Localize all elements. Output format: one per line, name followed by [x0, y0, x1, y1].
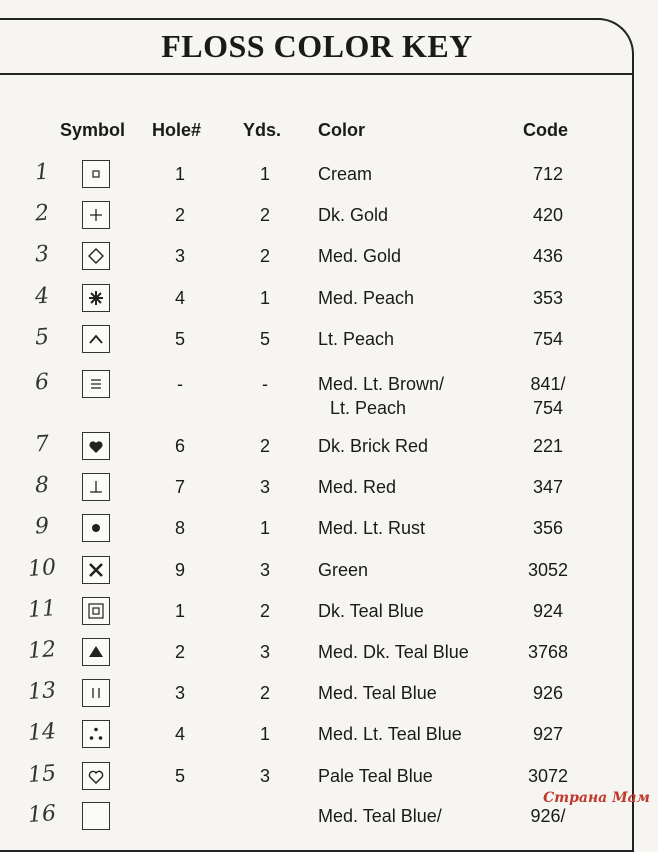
floss-code — [518, 599, 578, 623]
yards — [245, 162, 285, 186]
table-row — [0, 677, 658, 717]
header-symbol: Symbol — [60, 120, 126, 140]
hole-number — [160, 203, 200, 227]
hole-number-line: 4 — [174, 724, 185, 744]
header-yds: Yds. — [243, 120, 282, 140]
floss-code — [518, 804, 578, 828]
small-square-symbol-icon — [82, 160, 110, 188]
color-name-line: Med. Lt. Rust — [318, 518, 426, 538]
table-row — [0, 595, 658, 635]
color-name — [318, 558, 508, 582]
asterisk-symbol-icon — [82, 284, 110, 312]
floss-code — [518, 162, 578, 186]
row-number: 8 — [34, 472, 50, 499]
hole-number-line: 7 — [174, 477, 185, 497]
color-name — [318, 286, 508, 310]
row-number: 5 — [34, 324, 50, 351]
floss-code — [518, 372, 578, 420]
hole-number — [160, 372, 200, 396]
title-rule — [0, 73, 634, 75]
watermark: Страна Мам — [543, 790, 650, 806]
row-number: 12 — [27, 637, 57, 664]
hole-number — [160, 475, 200, 499]
yards — [245, 475, 285, 499]
floss-code — [518, 764, 578, 788]
color-name-line: Med. Red — [318, 477, 397, 497]
yards — [245, 434, 285, 458]
row-number: 3 — [34, 241, 50, 268]
yards-line: 1 — [259, 288, 270, 308]
yards-line: 2 — [259, 436, 270, 456]
floss-code-line-2: 754 — [532, 398, 564, 418]
color-name — [318, 681, 508, 705]
yards-line: 1 — [259, 164, 270, 184]
x-symbol-icon — [82, 556, 110, 584]
color-name — [318, 640, 508, 664]
floss-code — [518, 286, 578, 310]
blank-symbol-icon — [82, 802, 110, 830]
floss-code-line: 420 — [532, 205, 564, 225]
color-name — [318, 372, 508, 420]
hole-number — [160, 681, 200, 705]
yards-line: 3 — [259, 560, 270, 580]
dot-symbol-icon — [82, 514, 110, 542]
floss-code-line: 436 — [532, 246, 564, 266]
yards-line: 2 — [259, 683, 270, 703]
page-title: FLOSS COLOR KEY — [161, 28, 473, 64]
floss-code-line: 927 — [532, 724, 564, 744]
floss-code-line: 347 — [532, 477, 564, 497]
table-row — [0, 800, 658, 840]
color-name-line: Med. Lt. Brown/ — [318, 374, 445, 394]
yards-line: 5 — [259, 329, 270, 349]
yards — [245, 372, 285, 396]
color-name-line: Med. Peach — [318, 288, 415, 308]
hole-number — [160, 327, 200, 351]
yards — [245, 599, 285, 623]
floss-code-line: 356 — [532, 518, 564, 538]
table-row — [0, 199, 658, 239]
color-name-line: Med. Lt. Teal Blue — [318, 724, 462, 744]
color-name — [318, 722, 508, 746]
floss-code-line: 926 — [532, 683, 564, 703]
double-bar-symbol-icon — [82, 679, 110, 707]
color-name-line: Med. Dk. Teal Blue — [318, 642, 469, 662]
triangle-symbol-icon — [82, 638, 110, 666]
table-row — [0, 368, 658, 418]
plus-symbol-icon — [82, 201, 110, 229]
yards-line: 1 — [259, 724, 270, 744]
floss-code-line: 841/ — [530, 374, 566, 394]
table-row — [0, 282, 658, 322]
row-number: 1 — [34, 159, 50, 186]
color-name-line: Dk. Brick Red — [318, 436, 429, 456]
yards-line: 3 — [259, 766, 270, 786]
hole-number — [160, 516, 200, 540]
nested-square-symbol-icon — [82, 597, 110, 625]
hole-number-line: 4 — [174, 288, 185, 308]
floss-code — [518, 475, 578, 499]
yards — [245, 203, 285, 227]
floss-code-line: 926/ — [530, 806, 566, 826]
color-name-line-2: Lt. Peach — [330, 398, 407, 418]
table-row — [0, 718, 658, 758]
color-name-line: Lt. Peach — [318, 329, 395, 349]
color-name-line: Dk. Gold — [318, 205, 389, 225]
color-name-line: Cream — [318, 164, 373, 184]
table-row — [0, 636, 658, 676]
yards — [245, 516, 285, 540]
floss-code-line: 754 — [532, 329, 564, 349]
yards — [245, 286, 285, 310]
header-code: Code — [523, 120, 568, 140]
color-name-line: Med. Teal Blue/ — [318, 806, 442, 826]
floss-code-line: 3072 — [527, 766, 569, 786]
floss-code-line: 712 — [532, 164, 564, 184]
floss-code — [518, 558, 578, 582]
hole-number-line: 5 — [174, 329, 185, 349]
floss-code-line: 353 — [532, 288, 564, 308]
hole-number — [160, 722, 200, 746]
hole-number-line: 5 — [174, 766, 185, 786]
hole-number-line: 6 — [174, 436, 185, 456]
row-number: 11 — [27, 596, 57, 623]
table-row — [0, 240, 658, 280]
header-hole: Hole# — [152, 120, 202, 140]
yards — [245, 327, 285, 351]
yards — [245, 244, 285, 268]
floss-code-line: 221 — [532, 436, 564, 456]
color-name — [318, 804, 508, 828]
table-row — [0, 471, 658, 511]
row-number: 13 — [27, 678, 57, 705]
hole-number — [160, 558, 200, 582]
heart-filled-symbol-icon — [82, 432, 110, 460]
color-name — [318, 162, 508, 186]
floss-code — [518, 434, 578, 458]
hole-number-line: 1 — [174, 601, 185, 621]
yards-line: 3 — [259, 642, 270, 662]
floss-code-line: 3768 — [527, 642, 569, 662]
hole-number — [160, 286, 200, 310]
hole-number-line: 2 — [174, 205, 185, 225]
hole-number-line: 3 — [174, 246, 185, 266]
table-row — [0, 158, 658, 198]
yards-line: 1 — [259, 518, 270, 538]
header-color: Color — [318, 120, 365, 140]
hole-number-line: 2 — [174, 642, 185, 662]
color-name-line: Med. Teal Blue — [318, 683, 437, 703]
yards-line: 3 — [259, 477, 270, 497]
color-name — [318, 244, 508, 268]
color-name — [318, 599, 508, 623]
row-number: 9 — [34, 513, 50, 540]
heart-outline-symbol-icon — [82, 762, 110, 790]
table-row — [0, 323, 658, 363]
diamond-symbol-icon — [82, 242, 110, 270]
hole-number — [160, 162, 200, 186]
floss-code-line: 3052 — [527, 560, 569, 580]
floss-code — [518, 516, 578, 540]
color-name — [318, 434, 508, 458]
row-number: 7 — [34, 431, 50, 458]
row-number: 10 — [27, 555, 57, 582]
hole-number-line: 9 — [174, 560, 185, 580]
yards — [245, 681, 285, 705]
color-name — [318, 475, 508, 499]
caret-symbol-icon — [82, 325, 110, 353]
hole-number — [160, 640, 200, 664]
color-name-line: Med. Gold — [318, 246, 402, 266]
table-row — [0, 512, 658, 552]
table-row — [0, 430, 658, 470]
hole-number-line: 3 — [174, 683, 185, 703]
hole-number — [160, 764, 200, 788]
row-number: 6 — [34, 369, 50, 396]
yards-line: 2 — [259, 601, 270, 621]
hole-number-line: 8 — [174, 518, 185, 538]
floss-code — [518, 203, 578, 227]
yards — [245, 640, 285, 664]
row-number: 4 — [34, 283, 50, 310]
row-number: 2 — [34, 200, 50, 227]
hole-number-line: - — [177, 374, 183, 394]
floss-code — [518, 681, 578, 705]
color-name — [318, 203, 508, 227]
yards-line: 2 — [259, 205, 270, 225]
yards — [245, 764, 285, 788]
therefore-symbol-icon — [82, 720, 110, 748]
floss-code-line: 924 — [532, 601, 564, 621]
up-tack-symbol-icon — [82, 473, 110, 501]
hole-number — [160, 599, 200, 623]
floss-code — [518, 244, 578, 268]
color-name-line: Green — [318, 560, 369, 580]
floss-code — [518, 722, 578, 746]
floss-code — [518, 327, 578, 351]
yards — [245, 558, 285, 582]
yards-line: 2 — [259, 246, 270, 266]
row-number: 14 — [27, 719, 57, 746]
row-number: 16 — [27, 801, 57, 828]
hole-number — [160, 434, 200, 458]
row-number: 15 — [27, 761, 57, 788]
color-name — [318, 764, 508, 788]
color-name-line: Pale Teal Blue — [318, 766, 433, 786]
triple-bar-symbol-icon — [82, 370, 110, 398]
floss-code — [518, 640, 578, 664]
color-name — [318, 327, 508, 351]
hole-number — [160, 244, 200, 268]
yards-line: - — [262, 374, 268, 394]
color-name-line: Dk. Teal Blue — [318, 601, 424, 621]
hole-number-line: 1 — [174, 164, 185, 184]
color-name — [318, 516, 508, 540]
table-row — [0, 554, 658, 594]
yards — [245, 722, 285, 746]
